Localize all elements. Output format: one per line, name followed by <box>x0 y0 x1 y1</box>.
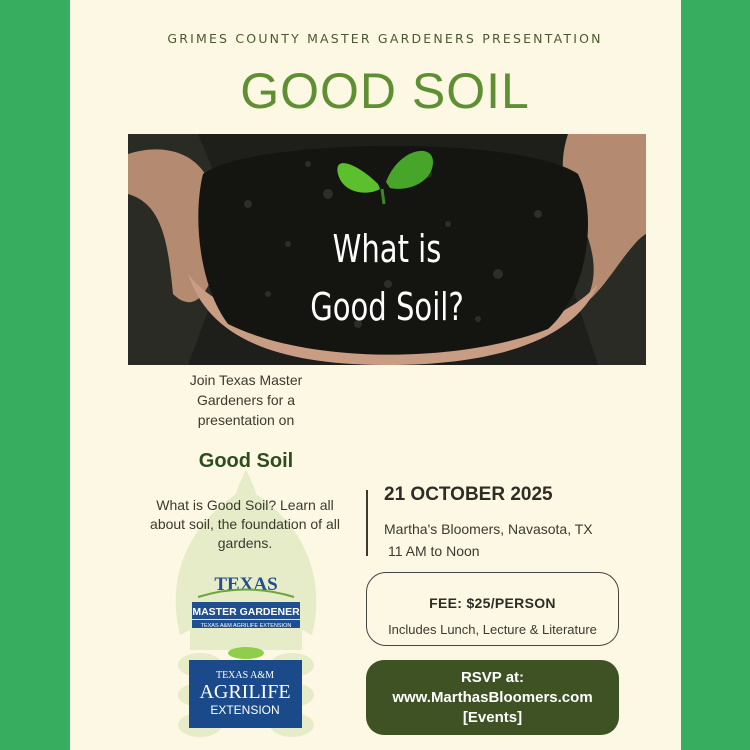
agrilife-extension-logo <box>189 660 302 728</box>
rsvp-events: [Events] <box>462 709 523 726</box>
topic-description: What is Good Soil? Learn all about soil, the foundation of all gardens. <box>150 497 340 551</box>
event-date: 21 OCTOBER 2025 <box>384 484 553 505</box>
rsvp-label: RSVP at: <box>460 669 525 686</box>
hero-line-2: Good Soil? <box>310 285 464 329</box>
event-time: 11 AM to Noon <box>388 543 480 559</box>
tmg-logo-sub: TEXAS A&M AGRILIFE EXTENSION <box>200 623 292 629</box>
topic-heading: Good Soil <box>198 450 294 472</box>
agrilife-logo-graphic <box>189 660 302 728</box>
tmg-logo-graphic <box>190 572 302 632</box>
intro-text: Join Texas Master Gardeners for a presentation on <box>189 372 303 428</box>
agri-logo-sub: EXTENSION <box>210 703 280 717</box>
flyer <box>70 0 681 750</box>
fee-box <box>366 572 619 646</box>
vertical-divider <box>366 490 368 556</box>
rsvp-link[interactable]: www.MarthasBloomers.com <box>392 689 593 706</box>
agri-logo-top: TEXAS A&M <box>215 670 275 681</box>
page-title: GOOD SOIL <box>240 63 530 119</box>
tmg-logo-top: TEXAS <box>214 574 278 595</box>
event-details <box>384 518 593 562</box>
org-heading: GRIMES COUNTY MASTER GARDENERS PRESENTATION <box>167 31 603 46</box>
hero-image <box>128 134 646 365</box>
agri-logo-main: AGRILIFE <box>199 681 291 703</box>
fee-includes: Includes Lunch, Lecture & Literature <box>388 622 597 637</box>
fee-label: FEE: $25/PERSON <box>429 595 556 611</box>
event-venue: Martha's Bloomers, Navasota, TX <box>384 521 593 537</box>
rsvp-box[interactable] <box>366 660 619 735</box>
hero-line-1: What is <box>332 227 442 271</box>
texas-master-gardener-logo <box>190 572 302 632</box>
tmg-logo-main: MASTER GARDENER <box>192 606 300 618</box>
hero-headline <box>167 220 607 336</box>
